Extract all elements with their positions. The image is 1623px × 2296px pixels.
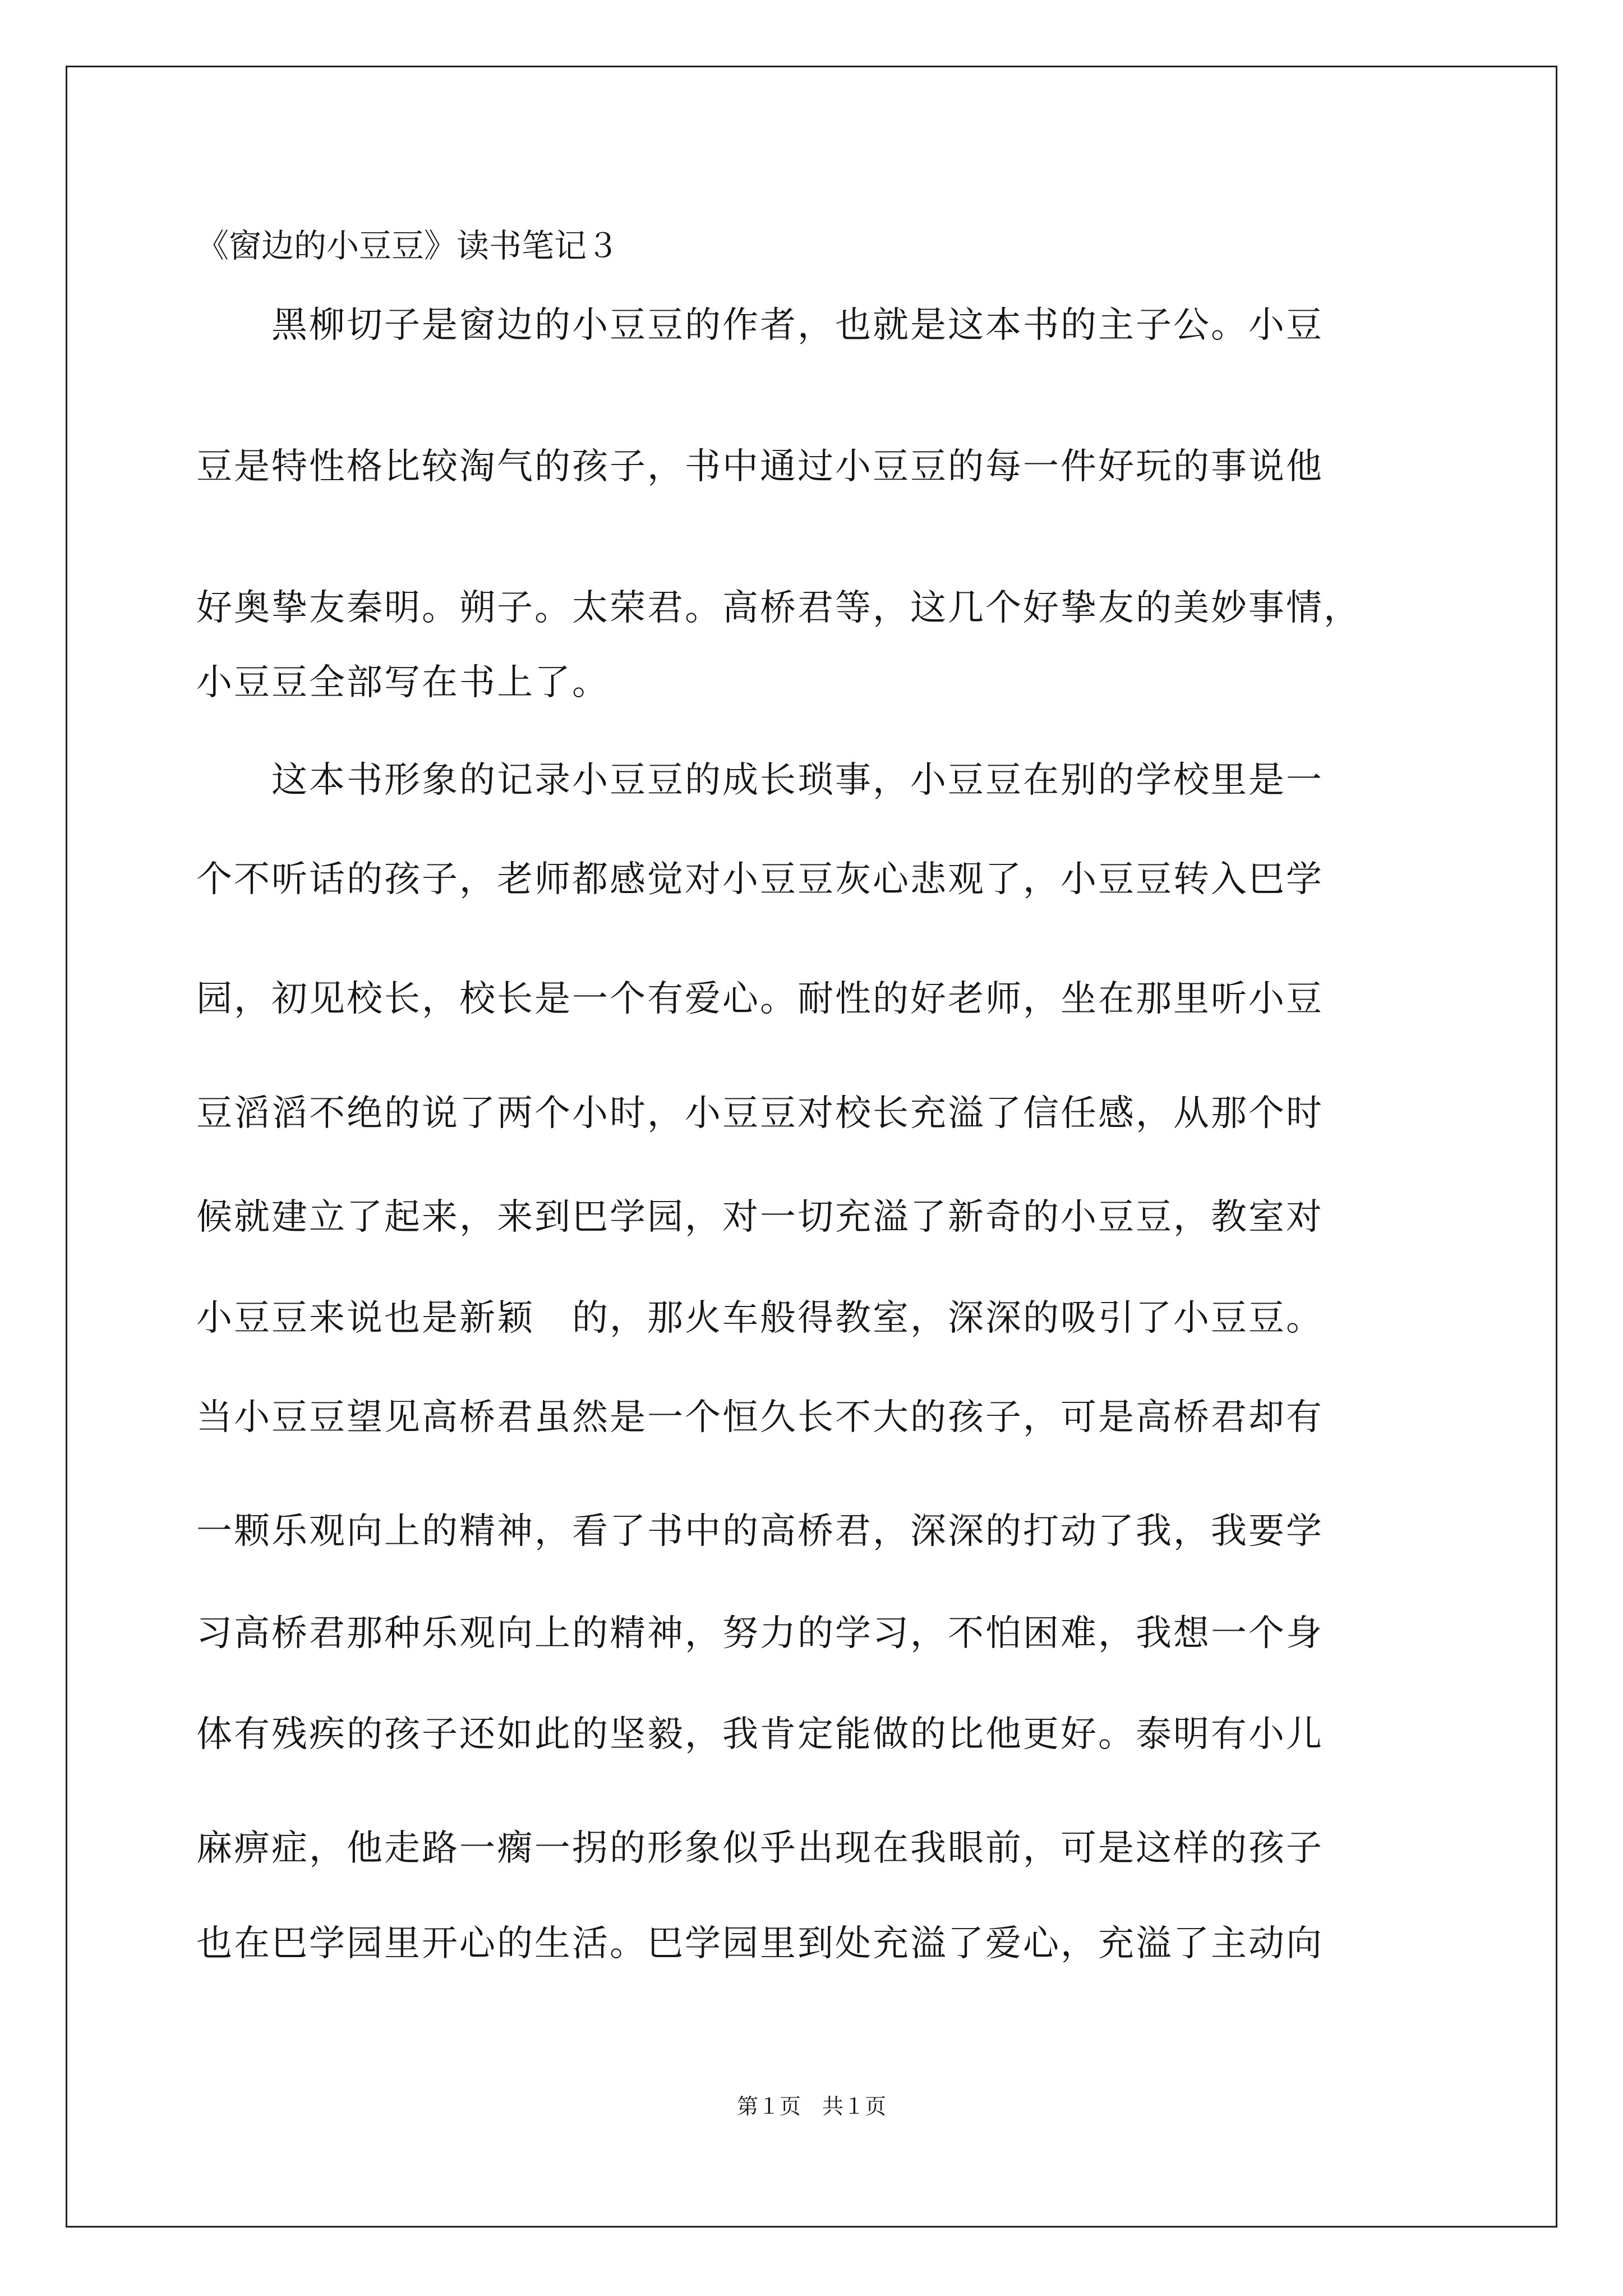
body-line: 这本书形象的记录小豆豆的成长琐事，小豆豆在别的学校里是一 <box>196 760 1324 801</box>
body-line: 当小豆豆望见高桥君虽然是一个恒久长不大的孩子，可是高桥君却有 <box>196 1397 1324 1438</box>
body-line: 小豆豆来说也是新颖 的，那火车般得教室，深深的吸引了小豆豆。 <box>196 1297 1324 1339</box>
body-line: 豆滔滔不绝的说了两个小时，小豆豆对校长充溢了信任感，从那个时 <box>196 1093 1324 1134</box>
body-line: 候就建立了起来，来到巴学园，对一切充溢了新奇的小豆豆，教室对 <box>196 1197 1324 1238</box>
body-line: 黑柳切子是窗边的小豆豆的作者，也就是这本书的主子公。小豆 <box>196 305 1324 346</box>
body-line: 习高桥君那种乐观向上的精神，努力的学习，不怕困难，我想一个身 <box>196 1613 1324 1654</box>
body-line: 小豆豆全部写在书上了。 <box>196 662 610 703</box>
body-line: 好奥挚友秦明。朔子。太荣君。高桥君等，这几个好挚友的美妙事情， <box>196 587 1361 629</box>
body-line: 麻痹症，他走路一瘸一拐的形象似乎出现在我眼前，可是这样的孩子 <box>196 1828 1324 1869</box>
document-title: 《窗边的小豆豆》读书笔记３ <box>196 227 620 265</box>
body-line: 也在巴学园里开心的生活。巴学园里到处充溢了爱心，充溢了主动向 <box>196 1923 1324 1964</box>
body-line: 一颗乐观向上的精神，看了书中的高桥君，深深的打动了我，我要学 <box>196 1511 1324 1552</box>
body-line: 豆是特性格比较淘气的孩子，书中通过小豆豆的每一件好玩的事说他 <box>196 446 1324 487</box>
body-line: 体有残疾的孩子还如此的坚毅，我肯定能做的比他更好。泰明有小儿 <box>196 1714 1324 1755</box>
body-line: 园，初见校长，校长是一个有爱心。耐性的好老师，坐在那里听小豆 <box>196 978 1324 1020</box>
page-border <box>66 66 1557 2228</box>
body-line: 个不听话的孩子，老师都感觉对小豆豆灰心悲观了，小豆豆转入巴学 <box>196 859 1324 900</box>
page-footer: 第１页 共１页 <box>736 2094 886 2119</box>
